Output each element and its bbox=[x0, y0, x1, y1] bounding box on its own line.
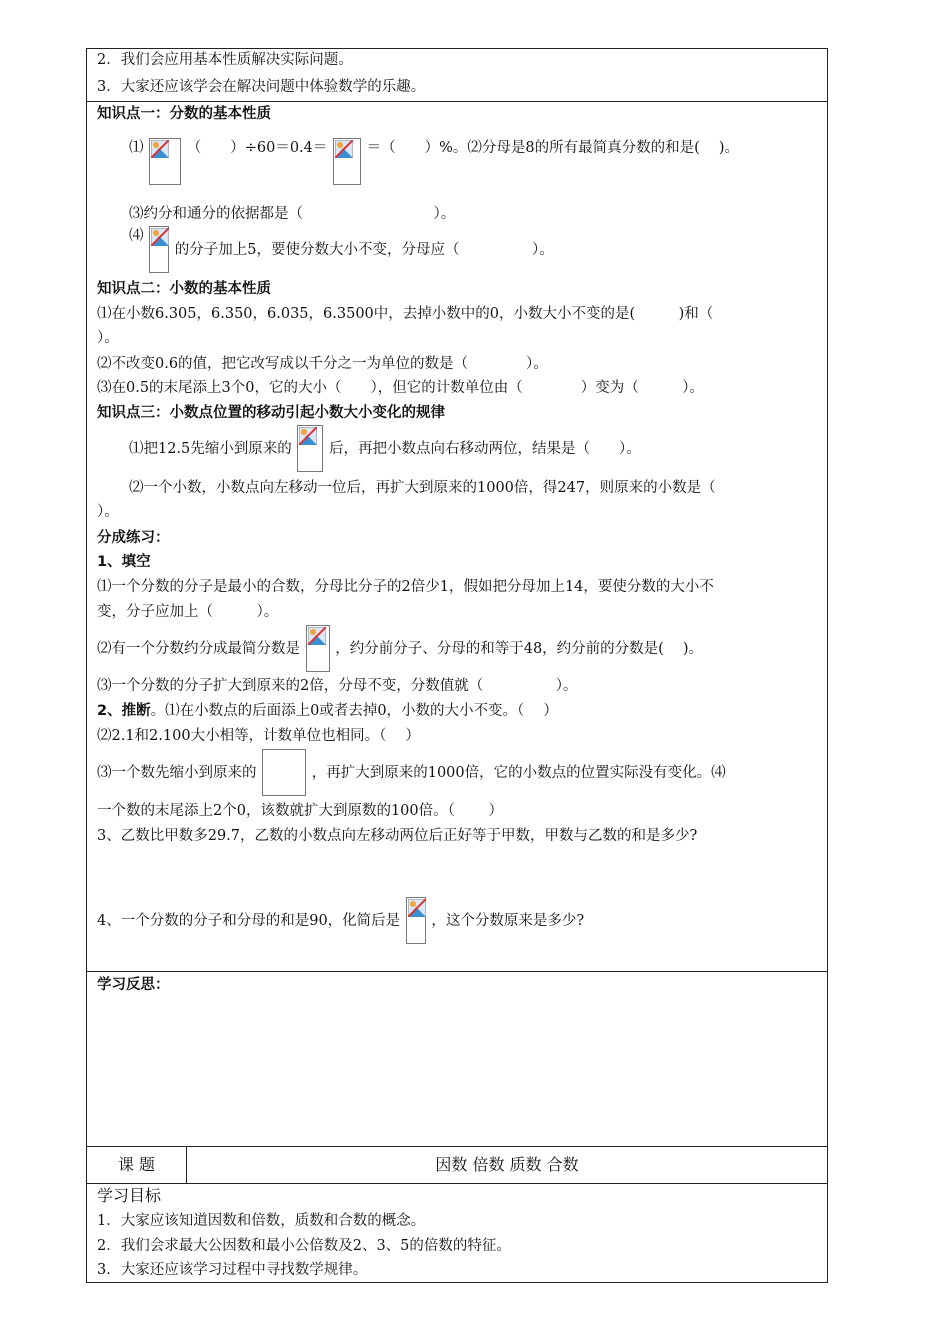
fraction-image-icon bbox=[297, 425, 323, 472]
divider bbox=[87, 1183, 827, 1184]
lesson-title: 因数 倍数 质数 合数 bbox=[435, 1155, 579, 1174]
practice-judge-3: ⑶一个数先缩小到原来的 ，再扩大到原来的1000倍，它的小数点的位置实际没有变化。⑷ bbox=[97, 749, 726, 796]
lesson-goal-2: 2．我们会求最大公因数和最小公倍数及2、3、5的倍数的特征。 bbox=[97, 1238, 511, 1254]
fraction-image-icon bbox=[406, 897, 426, 944]
practice-section-1: 1、填空 bbox=[97, 554, 151, 570]
practice-judge-2: ⑵2.1和2.100大小相等，计数单位也相同。（ ） bbox=[97, 728, 420, 744]
fraction-image-icon bbox=[306, 625, 330, 672]
k3-q1: ⑴把12.5先缩小到原来的 后，再把小数点向右移动两位，结果是（ ）。 bbox=[129, 425, 641, 472]
practice-q3: 3、乙数比甲数多29.7，乙数的小数点向左移动两位后正好等于甲数，甲数与乙数的和是多少? bbox=[97, 828, 698, 844]
practice-p1-line2: 变，分子应加上（ ）。 bbox=[97, 604, 279, 620]
k2-heading: 知识点二：小数的基本性质 bbox=[97, 281, 271, 297]
lesson-label: 课 题 bbox=[117, 1155, 156, 1174]
fraction-image-box bbox=[262, 749, 306, 796]
practice-p1-line1: ⑴一个分数的分子是最小的合数，分母比分子的2倍少1，假如把分母加上14，要使分数的大小不 bbox=[97, 579, 714, 595]
practice-q4: 4、一个分数的分子和分母的和是90，化简后是 ，这个分数原来是多少? bbox=[97, 897, 584, 944]
k1-q1: ⑴ （ ）÷60＝0.4＝ ＝（ ）%。⑵分母是8的所有最简真分数的和是( )。 bbox=[129, 138, 739, 185]
divider bbox=[87, 101, 827, 102]
k2-q2: ⑵不改变0.6的值，把它改写成以千分之一为单位的数是（ ）。 bbox=[97, 356, 548, 372]
k2-q1-cont: ）。 bbox=[97, 330, 119, 346]
lesson-goal-3: 3．大家还应该学习过程中寻找数学规律。 bbox=[97, 1262, 368, 1278]
reflection-heading: 学习反思： bbox=[97, 977, 170, 993]
k3-heading: 知识点三：小数点位置的移动引起小数大小变化的规律 bbox=[97, 405, 445, 421]
lesson-goal-1: 1．大家应该知道因数和倍数，质数和合数的概念。 bbox=[97, 1213, 426, 1229]
fraction-image-icon bbox=[333, 138, 361, 185]
k1-q3: ⑶约分和通分的依据都是（ ）。 bbox=[129, 206, 456, 222]
practice-p2: ⑵有一个分数约分成最简分数是 ，约分前分子、分母的和等于48，约分前的分数是( )。 bbox=[97, 625, 703, 672]
goal-2: 2．我们会应用基本性质解决实际问题。 bbox=[97, 52, 353, 68]
goals-heading: 学习目标 bbox=[97, 1186, 162, 1205]
fraction-image-icon bbox=[149, 138, 181, 185]
k3-q2: ⑵一个小数，小数点向左移动一位后，再扩大到原来的1000倍，得247，则原来的小数是（ bbox=[129, 480, 716, 496]
goal-3: 3．大家还应该学会在解决问题中体验数学的乐趣。 bbox=[97, 79, 426, 95]
k1-heading: 知识点一：分数的基本性质 bbox=[97, 106, 271, 122]
divider bbox=[87, 971, 827, 972]
k3-q2-cont: ）。 bbox=[97, 504, 119, 520]
worksheet-frame bbox=[86, 48, 828, 1283]
practice-judge-1: 2、推断。⑴在小数点的后面添上0或者去掉0，小数的大小不变。（ ） bbox=[97, 703, 558, 719]
k1-q4: ⑷ 的分子加上5，要使分数大小不变，分母应（ ）。 bbox=[129, 226, 554, 273]
k2-q3: ⑶在0.5的末尾添上3个0，它的大小（ ），但它的计数单位由（ ）变为（ ）。 bbox=[97, 380, 705, 396]
practice-judge-4: 一个数的末尾添上2个0，该数就扩大到原数的100倍。（ ） bbox=[97, 803, 503, 819]
k2-q1: ⑴在小数6.305，6.350，6.035，6.3500中，去掉小数中的0，小数大小不变的是( )和（ bbox=[97, 306, 714, 322]
practice-p3: ⑶一个分数的分子扩大到原来的2倍，分母不变，分数值就（ ）。 bbox=[97, 678, 578, 694]
fraction-image-icon bbox=[149, 226, 169, 273]
practice-heading: 分成练习： bbox=[97, 530, 170, 546]
